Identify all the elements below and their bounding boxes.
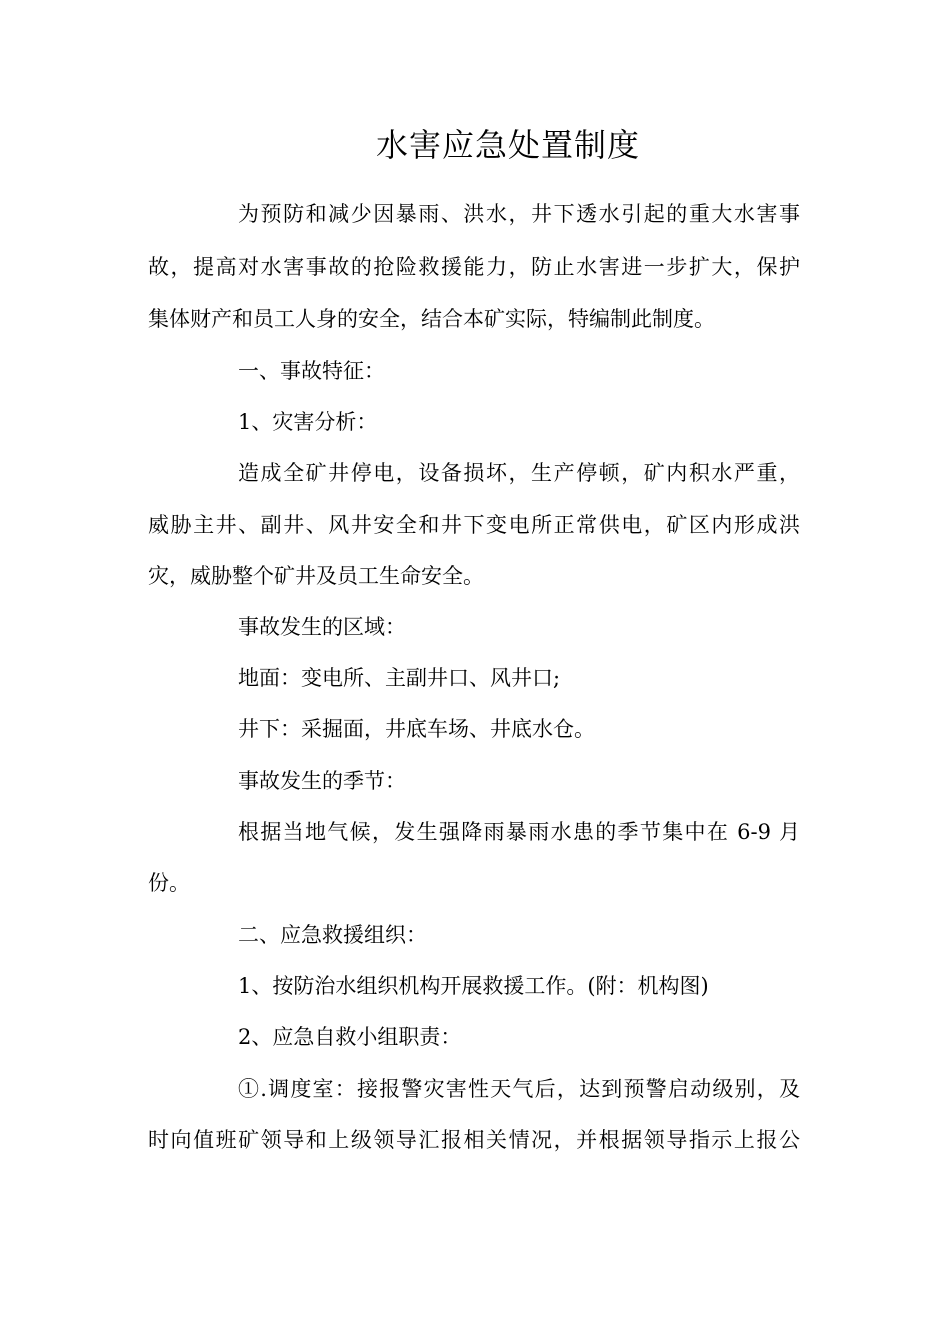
paragraph-line: 时向值班矿领导和上级领导汇报相关情况，并根据领导指示上报公 bbox=[148, 1128, 800, 1152]
paragraph-line: 集体财产和员工人身的安全，结合本矿实际，特编制此制度。 bbox=[148, 307, 715, 331]
paragraph-line: 地面：变电所、主副井口、风井口; bbox=[238, 666, 561, 690]
subsection-heading: 2、应急自救小组职责： bbox=[238, 1025, 462, 1049]
section-heading: 二、应急救援组织： bbox=[238, 923, 427, 947]
subsection-heading: 1、灾害分析： bbox=[238, 410, 378, 434]
paragraph-line: 故，提高对水害事故的抢险救援能力，防止水害进一步扩大，保护 bbox=[148, 255, 800, 279]
paragraph-line: 为预防和减少因暴雨、洪水，井下透水引起的重大水害事 bbox=[238, 202, 800, 226]
paragraph-line: 威胁主井、副井、风井安全和井下变电所正常供电，矿区内形成洪 bbox=[148, 513, 800, 537]
paragraph-line: 井下：采掘面，井底车场、井底水仓。 bbox=[238, 717, 595, 741]
paragraph-line: 灾，威胁整个矿井及员工生命安全。 bbox=[148, 564, 484, 588]
paragraph-line: 1、按防治水组织机构开展救援工作。(附：机构图) bbox=[238, 974, 709, 998]
paragraph-line: 造成全矿井停电，设备损坏，生产停顿，矿内积水严重， bbox=[238, 461, 800, 485]
section-heading: 一、事故特征： bbox=[238, 359, 385, 383]
paragraph-line: 根据当地气候，发生强降雨暴雨水患的季节集中在 6-9 月 bbox=[238, 820, 800, 844]
paragraph-line: ①.调度室：接报警灾害性天气后，达到预警启动级别，及 bbox=[238, 1077, 800, 1101]
paragraph-line: 份。 bbox=[148, 871, 190, 895]
document-title: 水害应急处置制度 bbox=[375, 126, 640, 164]
paragraph-line: 事故发生的季节： bbox=[238, 769, 406, 793]
paragraph-line: 事故发生的区域： bbox=[238, 615, 406, 639]
